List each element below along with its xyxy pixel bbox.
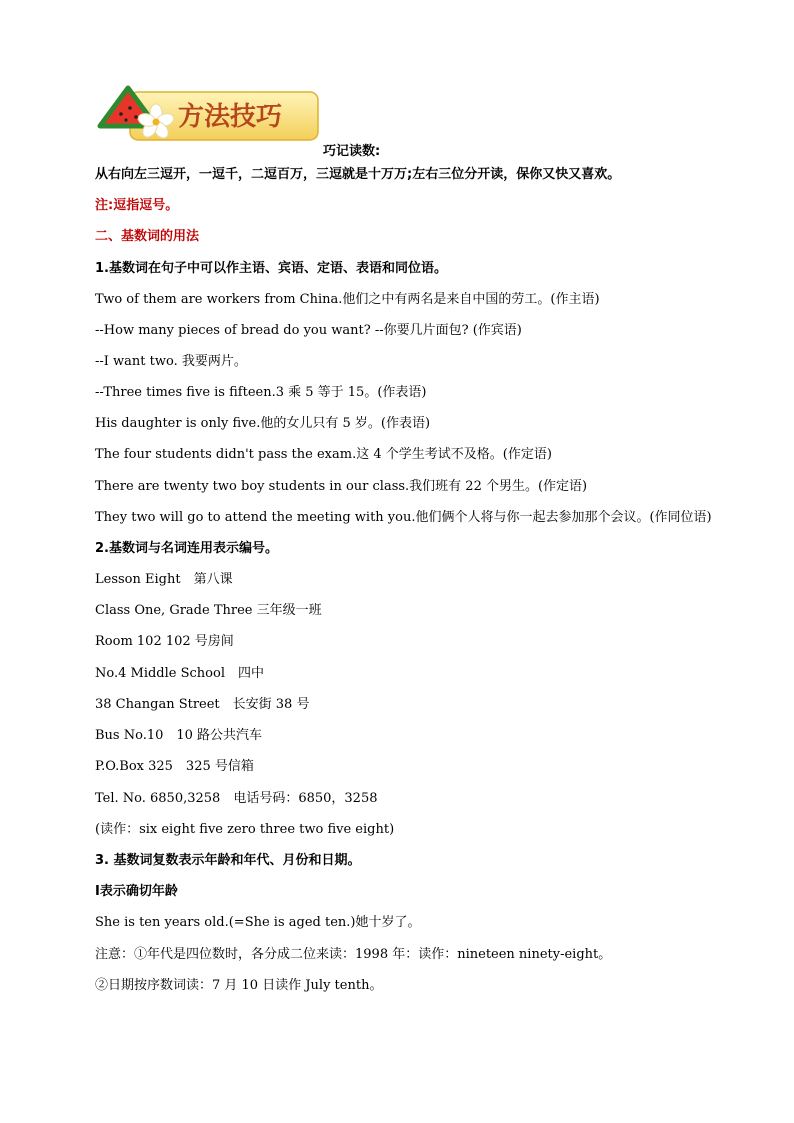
example-line: Bus No.10 10 路公共汽车: [95, 728, 263, 743]
tip-title: 巧记读数:: [323, 144, 381, 159]
note-line: 注:逗指逗号。: [95, 198, 179, 213]
text-line: 从右向左三逗开，一逗千，二逗百万，三逗就是十万万;左右三位分开读，保你又快又喜欢。: [95, 167, 621, 182]
example-line: (读作：six eight five zero three two five eight): [95, 822, 395, 837]
example-line: No.4 Middle School 四中: [95, 666, 264, 681]
method-tips-banner: [96, 82, 322, 150]
example-line: Room 102 102 号房间: [95, 634, 234, 649]
section-heading: 二、基数词的用法: [95, 229, 200, 244]
example-line: --I want two. 我要两片。: [95, 354, 247, 369]
watermelon-banner-icon: [96, 82, 322, 150]
example-line: Lesson Eight 第八课: [95, 572, 233, 587]
subheading: 3. 基数词复数表示年龄和年代、月份和日期。: [95, 853, 361, 868]
example-line: The four students didn't pass the exam.这 4 个学生考试不及格。(作定语): [95, 447, 552, 462]
subheading: 2.基数词与名词连用表示编号。: [95, 541, 278, 556]
example-line: There are twenty two boy students in our class.我们班有 22 个男生。(作定语): [95, 479, 588, 494]
example-line: Two of them are workers from China.他们之中有两名是来自中国的劳工。(作主语): [95, 292, 600, 307]
example-line: His daughter is only five.他的女儿只有 5 岁。(作表语): [95, 416, 431, 431]
banner-title: 方法技巧: [178, 102, 283, 132]
subheading: 1.基数词在句子中可以作主语、宾语、定语、表语和同位语。: [95, 261, 447, 276]
example-line: --Three times five is fifteen.3 乘 5 等于 15。(作表语): [95, 385, 427, 400]
example-line: --How many pieces of bread do you want? --你要几片面包? (作宾语): [95, 323, 522, 338]
example-line: They two will go to attend the meeting with you.他们俩个人将与你一起去参加那个会议。(作同位语): [95, 510, 712, 525]
note-line: 注意：①年代是四位数时，各分成二位来读：1998 年：读作：nineteen ninety-eight。: [95, 947, 612, 962]
example-line: 38 Changan Street 长安街 38 号: [95, 697, 310, 712]
example-line: Class One, Grade Three 三年级一班: [95, 603, 322, 618]
example-line: P.O.Box 325 325 号信箱: [95, 759, 254, 774]
example-line: She is ten years old.(=She is aged ten.)她十岁了。: [95, 915, 421, 930]
subheading: Ⅰ表示确切年龄: [95, 884, 178, 899]
example-line: Tel. No. 6850,3258 电话号码：6850，3258: [95, 791, 378, 806]
note-line: ②日期按序数词读：7 月 10 日读作 July tenth。: [95, 978, 383, 993]
